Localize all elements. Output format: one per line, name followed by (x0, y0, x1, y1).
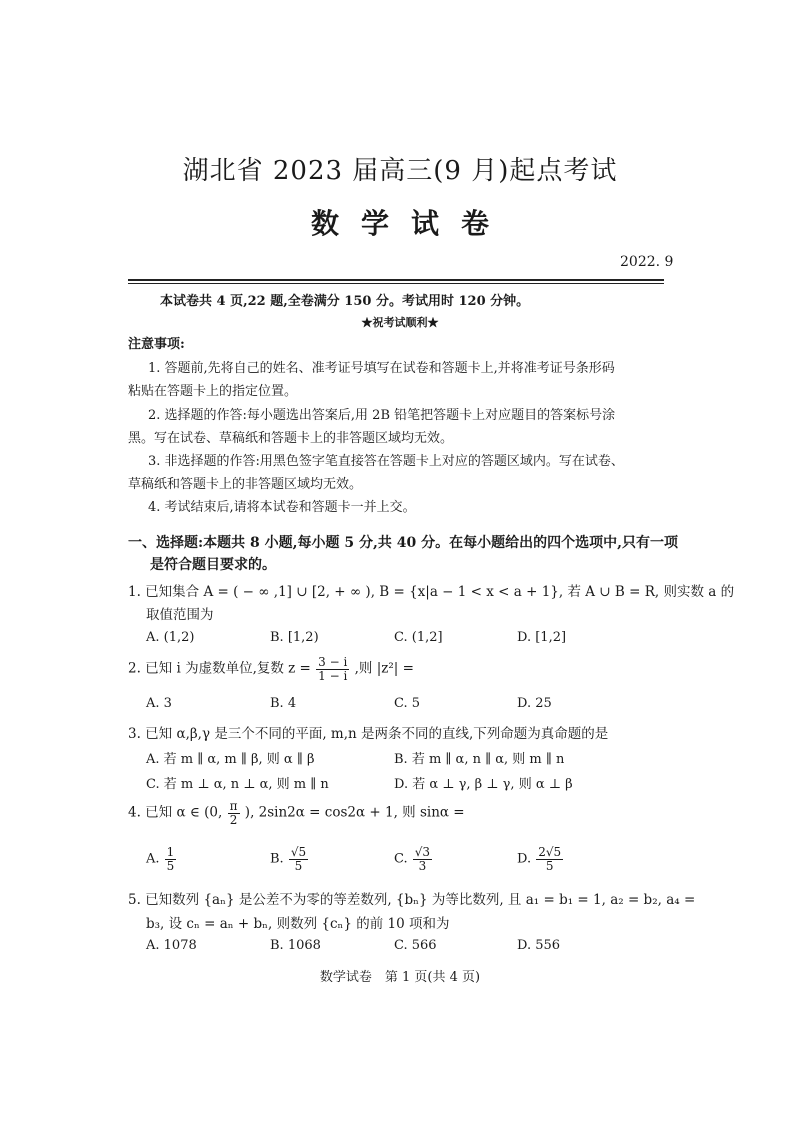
q5-option-d: D. 556 (517, 938, 561, 953)
notice-line: 3. 非选择题的作答:用黑色签字笔直接答在答题卡上对应的答题区域内。写在试卷、 (148, 454, 624, 469)
q4-option-c-fraction (413, 846, 432, 872)
exam-intro: 本试卷共 4 页,22 题,全卷满分 150 分。考试用时 120 分钟。 (160, 294, 530, 309)
notice-line: 2. 选择题的作答:每小题选出答案后,用 2B 铅笔把答题卡上对应题目的答案标号涂 (148, 408, 616, 423)
q4-option-b-fraction (289, 846, 308, 872)
q2-fraction-denominator: 1 − i (318, 668, 348, 683)
q1-stem-line2: 取值范围为 (146, 607, 214, 623)
q4-option-d-denominator: 5 (545, 858, 554, 873)
header-rule-thick (128, 279, 664, 281)
q4-stem-suffix: ), 2sin2α = cos2α + 1, 则 sinα = (244, 804, 465, 821)
notice-heading: 注意事项: (128, 337, 185, 352)
q1-stem-line1: 1. 已知集合 A = ( − ∞ ,1] ∪ [2, + ∞ ), B = {x|a − 1 < x < a + 1}, 若 A ∪ B = R, 则实数 a 的 (128, 584, 735, 600)
exam-date: 2022. 9 (620, 254, 674, 270)
notice-line: 黑。写在试卷、草稿纸和答题卡上的非答题区域均无效。 (128, 431, 454, 446)
exam-subtitle: 数学试卷 (310, 207, 511, 240)
q1-option-b: B. [1,2) (270, 630, 319, 645)
q2-option-d: D. 25 (517, 696, 552, 711)
q4-option-a (146, 846, 177, 872)
q4-option-b-label: B. (270, 851, 284, 867)
q4-option-a-label: A. (146, 851, 160, 867)
q2-option-a: A. 3 (146, 696, 172, 711)
q2-option-c: C. 5 (394, 696, 421, 711)
q4-option-d-fraction (536, 846, 563, 872)
page-footer: 数学试卷 第 1 页(共 4 页) (319, 970, 481, 985)
q1-option-d: D. [1,2] (517, 630, 567, 645)
q4-option-d-numerator: 2√5 (538, 845, 562, 859)
q4-fraction-numerator: π (229, 799, 238, 813)
q4-option-b-numerator: √5 (290, 845, 307, 859)
q2-fraction-numerator: 3 − i (318, 655, 348, 669)
notice-line: 草稿纸和答题卡上的非答题区域均无效。 (128, 477, 363, 492)
q4-option-d-label: D. (517, 851, 532, 867)
q4-option-b-denominator: 5 (294, 858, 303, 873)
q5-stem-line2: b₃, 设 cₙ = aₙ + bₙ, 则数列 {cₙ} 的前 10 项和为 (146, 916, 450, 932)
q4-option-a-denominator: 5 (166, 858, 175, 873)
q4-stem-prefix: 4. 已知 α ∈ (0, (128, 804, 223, 821)
q4-option-a-fraction (165, 846, 177, 872)
section-heading-line2: 是符合题目要求的。 (150, 557, 276, 573)
q2-stem-suffix: ,则 |z²| = (354, 660, 414, 677)
q5-option-c: C. 566 (394, 938, 437, 953)
q4-fraction-denominator: 2 (229, 812, 238, 827)
section-heading-line1: 一、选择题:本题共 8 小题,每小题 5 分,共 40 分。在每小题给出的四个选项中,只有一项 (128, 535, 678, 551)
q4-option-c-numerator: √3 (414, 845, 431, 859)
q3-option-c: C. 若 m ⊥ α, n ⊥ α, 则 m ∥ n (146, 777, 329, 792)
q4-option-b (270, 846, 309, 872)
notice-line: 粘贴在答题卡上的指定位置。 (128, 384, 298, 399)
q4-option-c (394, 846, 433, 872)
exam-motto: ★祝考试顺利★ (361, 316, 439, 329)
q2-fraction (316, 656, 349, 682)
q5-option-a: A. 1078 (146, 938, 197, 953)
notice-line: 1. 答题前,先将自己的姓名、准考证号填写在试卷和答题卡上,并将准考证号条形码 (148, 361, 615, 376)
q4-option-d (517, 846, 564, 872)
q2-option-b: B. 4 (270, 696, 297, 711)
q3-stem: 3. 已知 α,β,γ 是三个不同的平面, m,n 是两条不同的直线,下列命题为真命题的是 (128, 726, 609, 742)
q4-option-c-denominator: 3 (418, 858, 427, 873)
q2-stem-prefix: 2. 已知 i 为虚数单位,复数 z = (128, 660, 311, 677)
q4-option-a-numerator: 1 (166, 845, 175, 859)
q4-fraction (228, 800, 240, 826)
q3-option-b: B. 若 m ∥ α, n ∥ α, 则 m ∥ n (394, 752, 565, 767)
q4-stem (128, 800, 465, 826)
q1-option-c: C. (1,2] (394, 630, 443, 645)
exam-title: 湖北省 2023 届高三(9 月)起点考试 (182, 156, 618, 186)
q3-option-a: A. 若 m ∥ α, m ∥ β, 则 α ∥ β (146, 752, 315, 767)
header-rule-thin (128, 283, 664, 284)
q4-option-c-label: C. (394, 851, 408, 867)
notice-line: 4. 考试结束后,请将本试卷和答题卡一并上交。 (148, 500, 416, 515)
q5-option-b: B. 1068 (270, 938, 321, 953)
q1-option-a: A. (1,2) (146, 630, 195, 645)
q5-stem-line1: 5. 已知数列 {aₙ} 是公差不为零的等差数列, {bₙ} 为等比数列, 且 a₁ = b₁ = 1, a₂ = b₂, a₄ = (128, 892, 696, 908)
q2-stem (128, 656, 414, 682)
q3-option-d: D. 若 α ⊥ γ, β ⊥ γ, 则 α ⊥ β (394, 777, 573, 792)
